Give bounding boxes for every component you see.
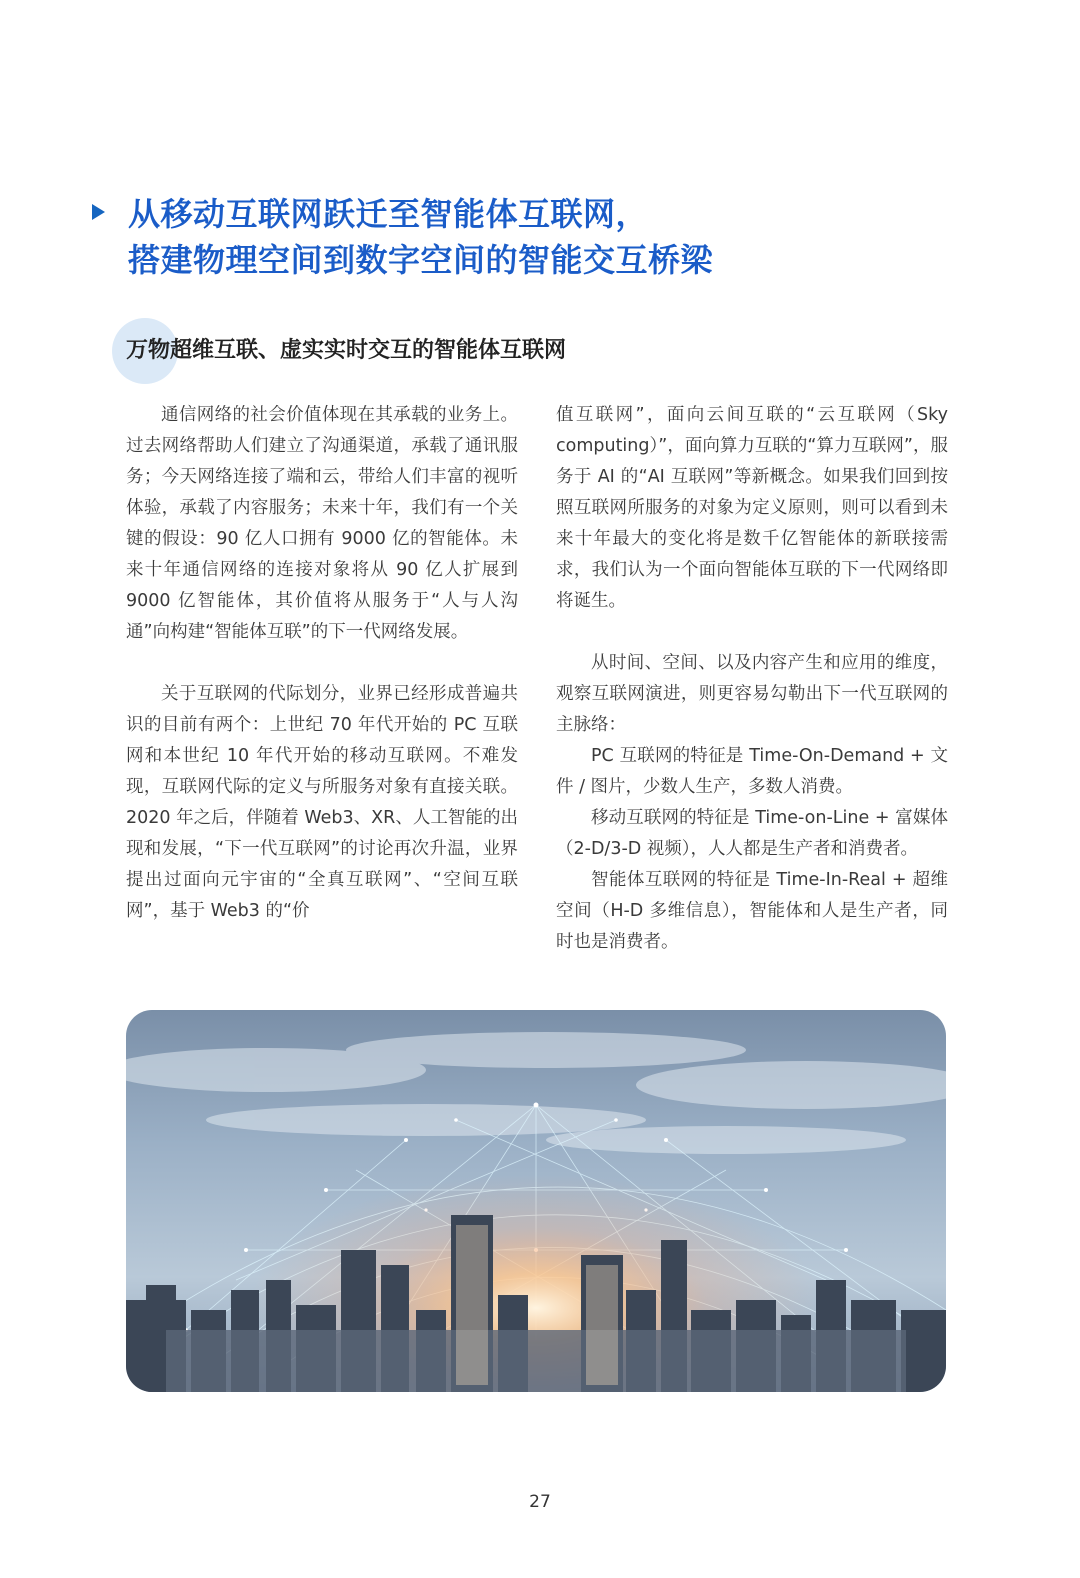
paragraph: 智能体互联网的特征是 Time-In-Real + 超维空间（H-D 多维信息），智能体和人是生产者，同时也是消费者。	[556, 870, 948, 952]
subheading-text: 万物超维互联、虚实实时交互的智能体互联网	[126, 338, 567, 363]
subheading	[112, 318, 712, 384]
title-line-2: 搭建物理空间到数字空间的智能交互桥梁	[128, 241, 714, 279]
title-line-1: 从移动互联网跃迁至智能体互联网，	[128, 195, 649, 233]
paragraph: 值互联网”，面向云间互联的“云互联网（Sky computing）”，面向算力互联的“算力互联网”，服务于 AI 的“AI 互联网”等新概念。如果我们回到按照互联网所服务的对象为定义原则，则可以看到未来十年最大的变化将是数千亿智能体的新联接需求，我们认为一个面向智能体互联的下一代网络即将诞生。	[556, 405, 948, 611]
play-arrow-icon	[92, 204, 105, 220]
right-column	[556, 400, 948, 958]
page-number: 27	[529, 1492, 551, 1512]
paragraph: 移动互联网的特征是 Time-on-Line + 富媒体（2-D/3-D 视频），人人都是生产者和消费者。	[556, 808, 948, 859]
left-column	[126, 400, 518, 927]
paragraph: 关于互联网的代际划分，业界已经形成普遍共识的目前有两个：上世纪 70 年代开始的 PC 互联网和本世纪 10 年代开始的移动互联网。不难发现，互联网代际的定义与所服务对象有直接关联。2020 年之后，伴随着 Web3、XR、人工智能的出现和发展，“下一代互联网”的讨论再次升温，业界提出过面向元宇宙的“全真互联网”、“空间互联网”，基于 Web3 的“价	[126, 684, 518, 921]
city-network-dome-image	[126, 1010, 946, 1392]
paragraph: 通信网络的社会价值体现在其承载的业务上。过去网络帮助人们建立了沟通渠道，承载了通讯服务；今天网络连接了端和云，带给人们丰富的视听体验，承载了内容服务；未来十年，我们有一个关键的假设：90 亿人口拥有 9000 亿的智能体。未来十年通信网络的连接对象将从 90 亿人扩展到 9000 亿智能体，其价值将从服务于“人与人沟通”向构建“智能体互联”的下一代网络发展。	[126, 405, 518, 642]
paragraph: PC 互联网的特征是 Time-On-Demand + 文件 / 图片，少数人生产，多数人消费。	[556, 746, 948, 797]
paragraph: 从时间、空间、以及内容产生和应用的维度，观察互联网演进，则更容易勾勒出下一代互联网的主脉络：	[556, 653, 948, 735]
